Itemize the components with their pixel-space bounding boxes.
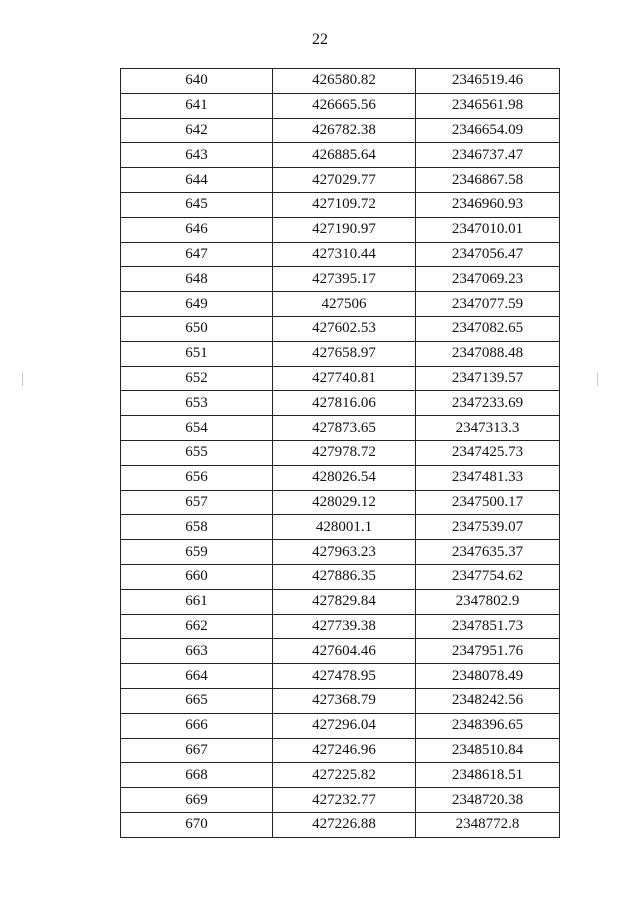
y-coordinate-cell: 2347069.23 — [416, 267, 560, 292]
table-row — [121, 416, 560, 441]
y-coordinate-cell: 2348772.8 — [416, 812, 560, 837]
x-coordinate-cell: 427225.82 — [273, 763, 416, 788]
x-coordinate-cell: 427658.97 — [273, 341, 416, 366]
y-coordinate-cell: 2347951.76 — [416, 639, 560, 664]
x-coordinate-cell: 427029.77 — [273, 168, 416, 193]
point-number-cell: 649 — [121, 292, 273, 317]
table-row — [121, 564, 560, 589]
point-number-cell: 641 — [121, 93, 273, 118]
y-coordinate-cell: 2347010.01 — [416, 217, 560, 242]
y-coordinate-cell: 2347754.62 — [416, 564, 560, 589]
x-coordinate-cell: 427368.79 — [273, 688, 416, 713]
point-number-cell: 642 — [121, 118, 273, 143]
page-number: 22 — [312, 31, 328, 48]
point-number-cell: 650 — [121, 316, 273, 341]
table-row — [121, 341, 560, 366]
table-row — [121, 292, 560, 317]
table-row — [121, 763, 560, 788]
table-row — [121, 118, 560, 143]
table-row — [121, 366, 560, 391]
table-row — [121, 93, 560, 118]
y-coordinate-cell: 2347500.17 — [416, 490, 560, 515]
x-coordinate-cell: 427506 — [273, 292, 416, 317]
x-coordinate-cell: 427978.72 — [273, 440, 416, 465]
y-coordinate-cell: 2348078.49 — [416, 664, 560, 689]
x-coordinate-cell: 426580.82 — [273, 69, 416, 94]
point-number-cell: 651 — [121, 341, 273, 366]
point-number-cell: 666 — [121, 713, 273, 738]
point-number-cell: 645 — [121, 192, 273, 217]
x-coordinate-cell: 427604.46 — [273, 639, 416, 664]
x-coordinate-cell: 427602.53 — [273, 316, 416, 341]
y-coordinate-cell: 2347233.69 — [416, 391, 560, 416]
x-coordinate-cell: 428026.54 — [273, 465, 416, 490]
point-number-cell: 656 — [121, 465, 273, 490]
coordinates-table — [120, 68, 560, 838]
y-coordinate-cell: 2347082.65 — [416, 316, 560, 341]
point-number-cell: 665 — [121, 688, 273, 713]
point-number-cell: 653 — [121, 391, 273, 416]
point-number-cell: 654 — [121, 416, 273, 441]
point-number-cell: 660 — [121, 564, 273, 589]
point-number-cell: 664 — [121, 664, 273, 689]
point-number-cell: 643 — [121, 143, 273, 168]
x-coordinate-cell: 427478.95 — [273, 664, 416, 689]
table-row — [121, 192, 560, 217]
x-coordinate-cell: 428029.12 — [273, 490, 416, 515]
table-row — [121, 316, 560, 341]
x-coordinate-cell: 427310.44 — [273, 242, 416, 267]
point-number-cell: 640 — [121, 69, 273, 94]
x-coordinate-cell: 427886.35 — [273, 564, 416, 589]
y-coordinate-cell: 2347481.33 — [416, 465, 560, 490]
x-coordinate-cell: 427226.88 — [273, 812, 416, 837]
x-coordinate-cell: 427190.97 — [273, 217, 416, 242]
scan-edge-mark-right — [597, 372, 598, 386]
x-coordinate-cell: 427232.77 — [273, 788, 416, 813]
point-number-cell: 668 — [121, 763, 273, 788]
point-number-cell: 670 — [121, 812, 273, 837]
point-number-cell: 658 — [121, 515, 273, 540]
x-coordinate-cell: 427740.81 — [273, 366, 416, 391]
table-row — [121, 788, 560, 813]
y-coordinate-cell: 2347313.3 — [416, 416, 560, 441]
point-number-cell: 644 — [121, 168, 273, 193]
point-number-cell: 661 — [121, 589, 273, 614]
point-number-cell: 655 — [121, 440, 273, 465]
y-coordinate-cell: 2347077.59 — [416, 292, 560, 317]
point-number-cell: 669 — [121, 788, 273, 813]
y-coordinate-cell: 2348510.84 — [416, 738, 560, 763]
y-coordinate-cell: 2347056.47 — [416, 242, 560, 267]
scan-edge-mark-left — [22, 372, 23, 386]
table-row — [121, 738, 560, 763]
point-number-cell: 648 — [121, 267, 273, 292]
table-row — [121, 267, 560, 292]
table-row — [121, 664, 560, 689]
y-coordinate-cell: 2347635.37 — [416, 540, 560, 565]
y-coordinate-cell: 2347802.9 — [416, 589, 560, 614]
table-row — [121, 540, 560, 565]
table-row — [121, 812, 560, 837]
table-row — [121, 465, 560, 490]
x-coordinate-cell: 427246.96 — [273, 738, 416, 763]
table-row — [121, 713, 560, 738]
table-row — [121, 688, 560, 713]
table-row — [121, 515, 560, 540]
table-row — [121, 217, 560, 242]
point-number-cell: 652 — [121, 366, 273, 391]
x-coordinate-cell: 427816.06 — [273, 391, 416, 416]
y-coordinate-cell: 2348618.51 — [416, 763, 560, 788]
y-coordinate-cell: 2346561.98 — [416, 93, 560, 118]
x-coordinate-cell: 427395.17 — [273, 267, 416, 292]
y-coordinate-cell: 2347539.07 — [416, 515, 560, 540]
table-row — [121, 143, 560, 168]
point-number-cell: 647 — [121, 242, 273, 267]
x-coordinate-cell: 428001.1 — [273, 515, 416, 540]
table-row — [121, 242, 560, 267]
y-coordinate-cell: 2348720.38 — [416, 788, 560, 813]
table-row — [121, 391, 560, 416]
x-coordinate-cell: 426885.64 — [273, 143, 416, 168]
point-number-cell: 646 — [121, 217, 273, 242]
x-coordinate-cell: 427739.38 — [273, 614, 416, 639]
x-coordinate-cell: 426665.56 — [273, 93, 416, 118]
table-row — [121, 440, 560, 465]
x-coordinate-cell: 427873.65 — [273, 416, 416, 441]
point-number-cell: 662 — [121, 614, 273, 639]
y-coordinate-cell: 2346960.93 — [416, 192, 560, 217]
y-coordinate-cell: 2348396.65 — [416, 713, 560, 738]
coordinates-table-body — [121, 69, 560, 838]
y-coordinate-cell: 2347139.57 — [416, 366, 560, 391]
x-coordinate-cell: 427963.23 — [273, 540, 416, 565]
point-number-cell: 663 — [121, 639, 273, 664]
x-coordinate-cell: 427296.04 — [273, 713, 416, 738]
y-coordinate-cell: 2347851.73 — [416, 614, 560, 639]
table-row — [121, 614, 560, 639]
point-number-cell: 659 — [121, 540, 273, 565]
y-coordinate-cell: 2347088.48 — [416, 341, 560, 366]
point-number-cell: 667 — [121, 738, 273, 763]
y-coordinate-cell: 2346867.58 — [416, 168, 560, 193]
table-row — [121, 69, 560, 94]
x-coordinate-cell: 426782.38 — [273, 118, 416, 143]
x-coordinate-cell: 427829.84 — [273, 589, 416, 614]
point-number-cell: 657 — [121, 490, 273, 515]
y-coordinate-cell: 2346654.09 — [416, 118, 560, 143]
table-row — [121, 589, 560, 614]
y-coordinate-cell: 2348242.56 — [416, 688, 560, 713]
y-coordinate-cell: 2346519.46 — [416, 69, 560, 94]
table-row — [121, 490, 560, 515]
y-coordinate-cell: 2346737.47 — [416, 143, 560, 168]
table-row — [121, 168, 560, 193]
x-coordinate-cell: 427109.72 — [273, 192, 416, 217]
y-coordinate-cell: 2347425.73 — [416, 440, 560, 465]
table-row — [121, 639, 560, 664]
